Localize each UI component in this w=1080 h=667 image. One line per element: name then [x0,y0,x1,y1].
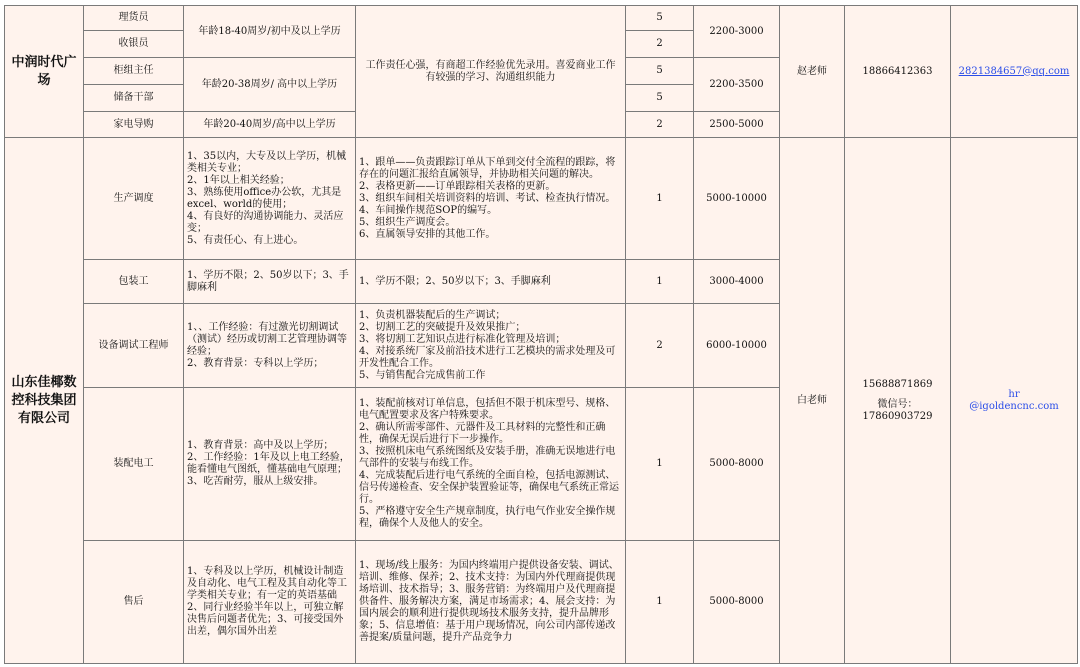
position-count: 5 [626,6,694,31]
position-salary: 3000-4000 [694,260,780,304]
position-requirement: 1、专科及以上学历，机械设计制造及自动化、电气工程及其自动化等工学类相关专业；有一定的英语基础2、同行业经验半年以上，可独立解决售后问题者优先；3、可接受国外出差，偶尔国外出差 [184,541,356,664]
position-title: 设备调试工程师 [84,304,184,388]
position-count: 2 [626,304,694,388]
contact-phone-cell [845,138,951,664]
position-title: 售后 [84,541,184,664]
contact-person: 白老师 [780,138,845,664]
position-title: 生产调度 [84,138,184,260]
position-requirement: 1、教育背景：高中及以上学历； 2、工作经验：1年及以上电工经验，能看懂电气图纸，懂基础电气原理； 3、吃苦耐劳，服从上级安排。 [184,388,356,541]
position-requirement: 1、35以内，大专及以上学历，机械类相关专业； 2、1年以上相关经验； 3、熟练使用office办公软，尤其是excel、world的使用； 4、有良好的沟通协调能力、灵活应变； 5、有责任心、有上进心。 [184,138,356,260]
email-link[interactable]: 2821384657@qq.com [958,65,1070,77]
position-count: 5 [626,85,694,112]
table-row [5,138,1078,260]
position-title: 家电导购 [84,112,184,138]
position-salary: 2500-5000 [694,112,780,138]
position-duty: 1、学历不限；2、50岁以下；3、手脚麻利 [356,260,626,304]
position-count: 1 [626,541,694,664]
position-duty: 1、负责机器装配后的生产调试； 2、切割工艺的突破提升及效果推广； 3、将切割工艺知识点进行标准化管理及培训； 4、对接系统厂家及前沿技术进行工艺模块的需求处理及可开发性配合工作。 5、与销售配合完成售前工作 [356,304,626,388]
position-title: 装配电工 [84,388,184,541]
table-row [5,6,1078,31]
company-name: 山东佳椰数控科技集团有限公司 [5,138,84,664]
position-salary: 6000-10000 [694,304,780,388]
position-count: 1 [626,260,694,304]
position-salary: 5000-10000 [694,138,780,260]
email-line-2[interactable]: @igoldencnc.com [969,400,1059,412]
position-salary: 2200-3500 [694,58,780,112]
position-title: 收银员 [84,31,184,58]
position-title: 柜组主任 [84,58,184,85]
position-title: 理货员 [84,6,184,31]
recruitment-table [4,5,1078,664]
position-duty: 工作责任心强，有商超工作经验优先录用。喜爱商业工作 有较强的学习、沟通组织能力 [356,6,626,138]
position-requirement: 年龄20-38周岁/ 高中以上学历 [184,58,356,112]
position-title: 包装工 [84,260,184,304]
contact-person: 赵老师 [780,6,845,138]
position-requirement: 1、、工作经验：有过激光切割调试（测试）经历或切割工艺管理协调等经验； 2、教育背景：专科以上学历； [184,304,356,388]
position-duty: 1、装配前核对订单信息，包括但不限于机床型号、规格、电气配置要求及客户特殊要求。 2、确认所需零部件、元器件及工具材料的完整性和正确性，确保无误后进行下一步操作。 3、按照机床电气系统图纸及安装手册，准确无误地进行电气部件的安装与布线工作。 4、完成装配后进行电气系统的全面自检，包括电源测试、信号传递检查、安全保护装置验证等，确保电气系统正常运行。 5、严格遵守安全生产规章制度，执行电气作业安全操作规程，确保个人及他人的安全。 [356,388,626,541]
position-count: 2 [626,112,694,138]
position-count: 5 [626,58,694,85]
position-count: 2 [626,31,694,58]
contact-phone: 18866412363 [845,6,951,138]
contact-phone: 15688871869 [862,378,933,390]
position-duty: 1、现场/线上服务：为国内终端用户提供设备安装、调试、培训、维修、保养；2、技术支持：为国内外代理商提供现场培训、技术指导；3、服务营销：为终端用户及代理商提供备件、服务解决方案，满足市场需求；4、展会支持：为国内展会的顺利进行提供现场技术服务支持，提升品牌形象；5、信息增值：基于用户现场情况，向公司内部传递改善提案/质量问题，提升产品竞争力 [356,541,626,664]
position-salary: 5000-8000 [694,541,780,664]
position-title: 储备干部 [84,85,184,112]
contact-email-cell [951,6,1078,138]
position-requirement: 年龄20-40周岁/高中以上学历 [184,112,356,138]
position-count: 1 [626,388,694,541]
contact-email-cell [951,138,1078,664]
email-line-1[interactable]: hr [1008,388,1020,400]
position-salary: 2200-3000 [694,6,780,58]
position-count: 1 [626,138,694,260]
position-duty: 1、跟单——负责跟踪订单从下单到交付全流程的跟踪，将存在的问题汇报给直属领导，并协助相关问题的解决。 2、表格更新——订单跟踪相关表格的更新。 3、组织车间相关培训资料的培训、考试、检查执行情况。 4、车间操作规范SOP的编写。 5、组织生产调度会。 6、直属领导安排的其他工作。 [356,138,626,260]
company-name: 中润时代广场 [5,6,84,138]
position-requirement: 1、学历不限；2、50岁以下；3、手脚麻利 [184,260,356,304]
contact-wechat: 微信号：17860903729 [862,398,933,422]
position-requirement: 年龄18-40周岁/初中及以上学历 [184,6,356,58]
position-salary: 5000-8000 [694,388,780,541]
